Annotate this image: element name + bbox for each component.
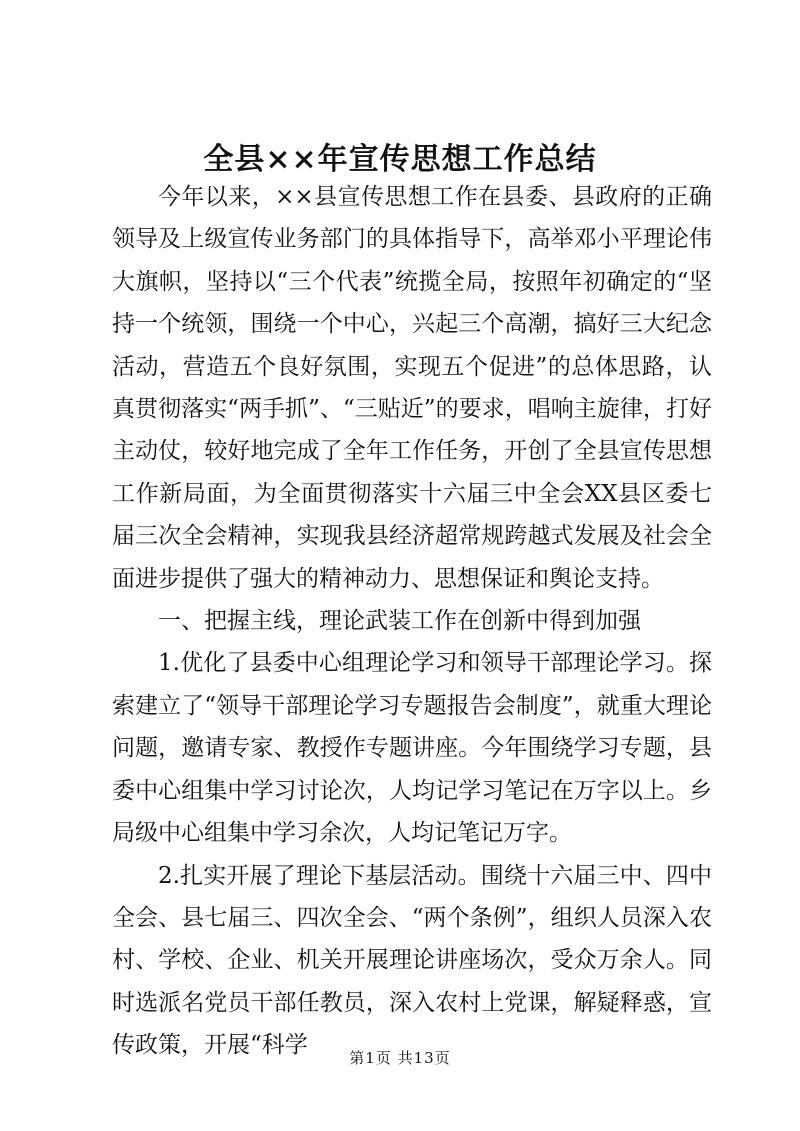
document-body	[112, 176, 712, 1067]
item-paragraph-2: 2.扎实开展了理论下基层活动。围绕十六届三中、四中全会、县七届三、四次全会、“两个条例”，组织人员深入农村、学校、企业、机关开展理论讲座场次，受众万余人。同时选派名党员干部任教员，深入农村上党课，解疑释惑，宣传政策，开展“科学	[112, 862, 712, 1059]
page-number: 第1页 共13页	[349, 1049, 451, 1067]
intro-paragraph: 今年以来，××县宣传思想工作在县委、县政府的正确领导及上级宣传业务部门的具体指导下，高举邓小平理论伟大旗帜，坚持以“三个代表”统揽全局，按照年初确定的“坚持一个统领，围绕一个中心，兴起三个高潮，搞好三大纪念活动，营造五个良好氛围，实现五个促进”的总体思路，认真贯彻落实“两手抓”、“三贴近”的要求，唱响主旋律，打好主动仗，较好地完成了全年工作任务，开创了全县宣传思想工作新局面，为全面贯彻落实十六届三中全会XX县区委七届三次全会精神，实现我县经济超常规跨越式发展及社会全面进步提供了强大的精神动力、思想保证和舆论支持。	[112, 184, 712, 592]
item-paragraph-1: 1.优化了县委中心组理论学习和领导干部理论学习。探索建立了“领导干部理论学习专题报告会制度”，就重大理论问题，邀请专家、教授作专题讲座。今年围绕学习专题，县委中心组集中学习讨论次，人均记学习笔记在万字以上。乡局级中心组集中学习余次，人均记笔记万字。	[112, 650, 712, 847]
section-heading-1: 一、把握主线，理论武装工作在创新中得到加强	[158, 608, 641, 635]
document-title: 全县××年宣传思想工作总结	[203, 142, 597, 177]
